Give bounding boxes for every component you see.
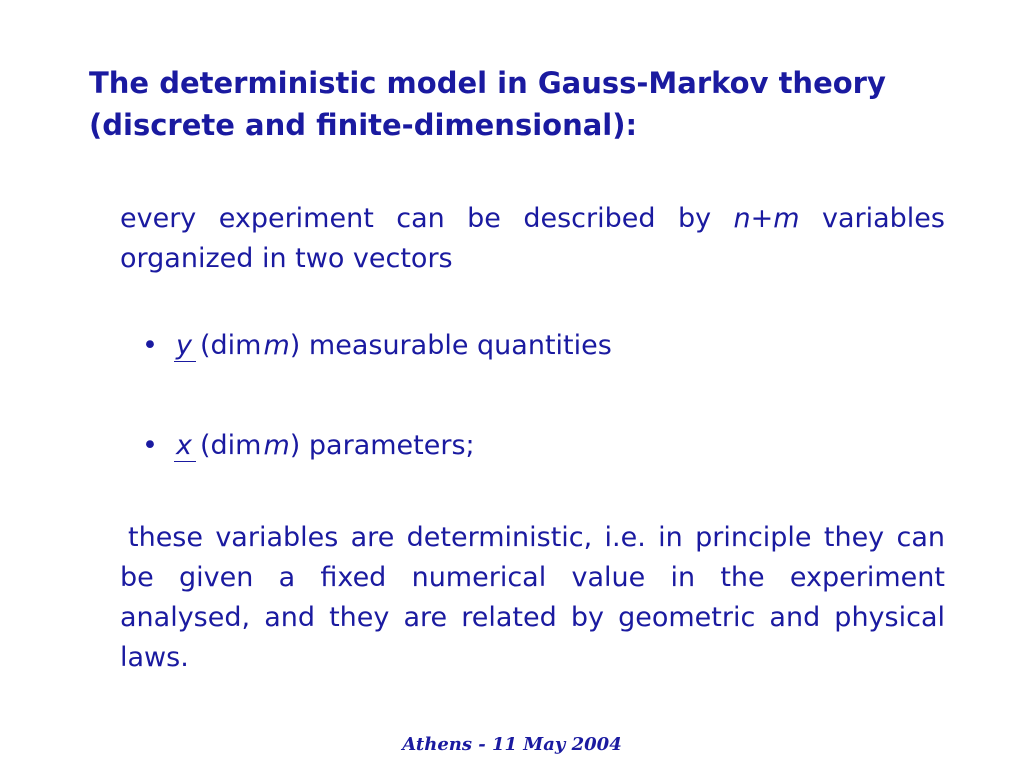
intro-math-n-plus-m: n+m [733,203,800,234]
intro-text-after: variables organized in two vectors [120,203,945,274]
deterministic-text: these variables are deterministic, i.e. in principle they can be given a fixed numerical value in the experiment analysed, and they are related by geometric and physical laws. [120,522,945,673]
vector-x-symbol: x [174,431,196,462]
dim-close: ) [289,330,301,361]
bullet-dot: • [142,430,158,461]
vector-y-symbol: y [174,331,196,362]
deterministic-paragraph [120,518,945,678]
dim-variable: m [263,330,290,361]
dim-label: (dim [199,330,262,361]
bullet-text: measurable quantities [308,330,612,361]
bullet-text: parameters; [308,430,475,461]
dim-variable: m [263,430,290,461]
bullet-item-x [142,426,475,466]
slide-title [89,62,969,146]
slide-footer: Athens - 11 May 2004 [402,734,622,755]
bullet-item-y [142,326,612,366]
slide-title-line-2: (discrete and finite-dimensional): [89,108,638,142]
dim-close: ) [289,430,301,461]
intro-text-before: every experiment can be described by [120,203,712,234]
intro-paragraph [120,199,945,279]
slide-title-line-1: The deterministic model in Gauss-Markov theory [89,66,886,100]
dim-label: (dim [199,430,262,461]
bullet-dot: • [142,330,158,361]
